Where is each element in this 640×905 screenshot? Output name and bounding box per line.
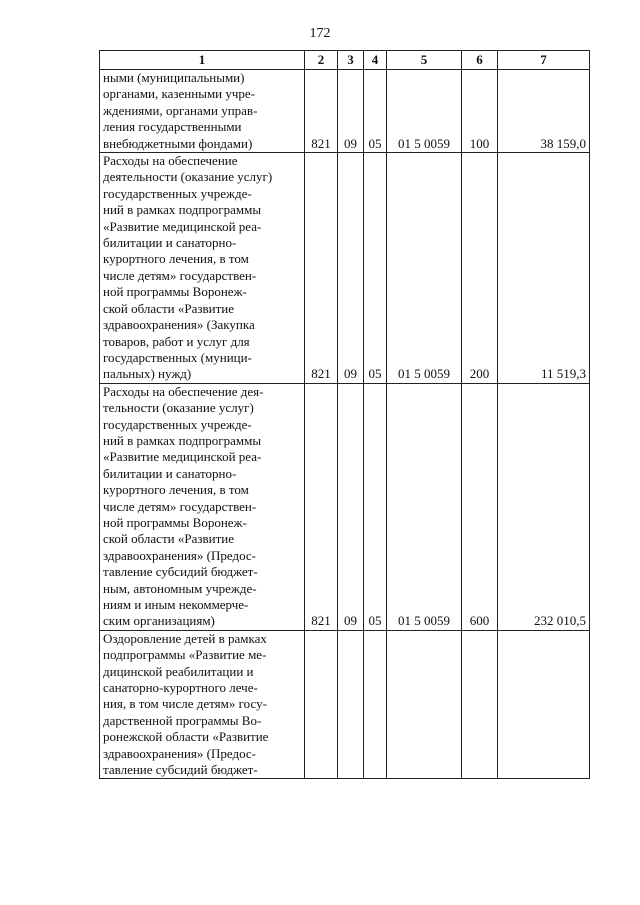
column-header-2: 2	[305, 51, 338, 70]
description-line: подпрограммы «Развитие ме-	[103, 647, 267, 663]
row-description	[100, 70, 305, 153]
description-line: ной программы Воронеж-	[103, 514, 247, 530]
column-header-6: 6	[462, 51, 498, 70]
description-line: ния, в том числе детям» госу-	[103, 696, 267, 712]
description-line: ным, автономным учрежде-	[103, 580, 257, 596]
description-line: Расходы на обеспечение	[103, 153, 238, 169]
table-row	[100, 153, 590, 384]
expense-type-code: 200	[462, 153, 498, 384]
description-line: ронежской области «Развитие	[103, 729, 269, 745]
description-line: тавление субсидий бюджет-	[103, 762, 258, 778]
ministry-code: 821	[305, 383, 338, 630]
description-line: государственных (муници-	[103, 349, 252, 365]
row-description	[100, 383, 305, 630]
ministry-code: 821	[305, 70, 338, 153]
description-line: дарственной программы Во-	[103, 712, 262, 728]
description-line: пальных) нужд)	[103, 366, 192, 382]
section-code: 09	[338, 153, 364, 384]
description-line: курортного лечения, в том	[103, 251, 249, 267]
description-line: билитации и санаторно-	[103, 465, 237, 481]
page-number: 172	[309, 26, 331, 41]
row-description	[100, 153, 305, 384]
column-header-4: 4	[364, 51, 387, 70]
subsection-code: 05	[364, 383, 387, 630]
description-line: ниям и иным некоммерче-	[103, 597, 249, 612]
description-line: ждениями, органами управ-	[103, 102, 258, 118]
column-header-7: 7	[498, 51, 590, 70]
description-line: ской области «Развитие	[103, 300, 234, 316]
description-line: тельности (оказание услуг)	[103, 400, 254, 416]
description-line: тавление субсидий бюджет-	[103, 564, 258, 580]
subsection-code: 05	[364, 70, 387, 153]
table-row	[100, 630, 590, 779]
table-row	[100, 383, 590, 630]
description-line: ной программы Воронеж-	[103, 284, 247, 300]
amount: 11 519,3	[498, 153, 590, 384]
description-line: органами, казенными учре-	[103, 86, 256, 102]
description-line: ний в рамках подпрограммы	[103, 202, 262, 218]
description-line: ний в рамках подпрограммы	[103, 432, 262, 448]
description-line: «Развитие медицинской реа-	[103, 449, 262, 465]
column-header-5: 5	[387, 51, 462, 70]
description-line: деятельности (оказание услуг)	[103, 169, 273, 185]
expense-type-code: 600	[462, 383, 498, 630]
subsection-code: 05	[364, 153, 387, 384]
description-line: дицинской реабилитации и	[103, 663, 254, 679]
ministry-code: 821	[305, 153, 338, 384]
budget-table	[99, 50, 590, 779]
description-line: ской области «Развитие	[103, 531, 234, 547]
description-line: числе детям» государствен-	[103, 498, 257, 514]
description-line: внебюджетными фондами)	[103, 135, 253, 151]
description-line: билитации и санаторно-	[103, 235, 237, 251]
column-header-3: 3	[338, 51, 364, 70]
expense-type-code: 100	[462, 70, 498, 153]
table-row	[100, 70, 590, 153]
section-code: 09	[338, 70, 364, 153]
description-line: государственных учрежде-	[103, 185, 252, 201]
amount	[498, 630, 590, 779]
description-line: числе детям» государствен-	[103, 267, 257, 283]
description-line: здравоохранения» (Закупка	[103, 317, 255, 333]
description-line: здравоохранения» (Предос-	[103, 745, 257, 761]
target-article-code	[387, 630, 462, 779]
description-line: ными (муниципальными)	[103, 70, 245, 85]
amount: 38 159,0	[498, 70, 590, 153]
description-line: товаров, работ и услуг для	[103, 333, 250, 349]
description-line: Расходы на обеспечение дея-	[103, 383, 264, 399]
description-line: государственных учрежде-	[103, 416, 252, 432]
description-line: Оздоровление детей в рамках	[103, 630, 267, 646]
target-article-code: 01 5 0059	[387, 383, 462, 630]
column-header-1: 1	[100, 51, 305, 70]
section-code	[338, 630, 364, 779]
subsection-code	[364, 630, 387, 779]
amount: 232 010,5	[498, 383, 590, 630]
description-line: «Развитие медицинской реа-	[103, 218, 262, 234]
description-line: ским организациям)	[103, 613, 215, 629]
section-code: 09	[338, 383, 364, 630]
target-article-code: 01 5 0059	[387, 70, 462, 153]
description-line: здравоохранения» (Предос-	[103, 547, 257, 563]
description-line: ления государственными	[103, 119, 242, 135]
row-description	[100, 630, 305, 779]
expense-type-code	[462, 630, 498, 779]
target-article-code: 01 5 0059	[387, 153, 462, 384]
ministry-code	[305, 630, 338, 779]
table-header-row	[100, 51, 590, 70]
description-line: санаторно-курортного лече-	[103, 680, 258, 696]
description-line: курортного лечения, в том	[103, 482, 249, 498]
